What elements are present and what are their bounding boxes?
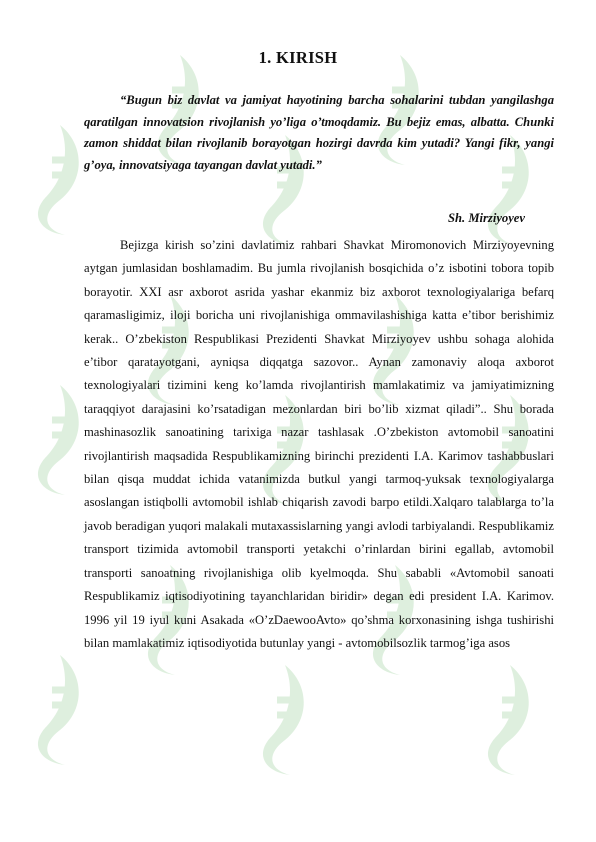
watermark-logo-icon — [480, 660, 540, 780]
watermark-logo-icon — [30, 380, 90, 500]
page-title: 1. KIRISH — [258, 48, 338, 67]
body-paragraph: Bejizga kirish so’zini davlatimiz rahbari Shavkat Miromonovich Mirziyoyevning aytgan jumlasidan boshlamadim. Bu jumla rivojlanish bosqichida o’z isbotini tobora topib borayotir. XXI asr axborot asrida yashar ekanmiz biz axborot texnologiyalariga befarq qaramasligimiz, iloji boricha uni rivojlanishiga ommavilashishiga katta e’tibor berishimiz kerak.. O’zbekiston Respublikasi Prezidenti Shavkat Mirziyoyev ushbu sohaga alohida e’tibor qaratayotgani, ayniqsa diqqatga sazovor.. Aynan zamonaviy aloqa axborot texnologiyalari tizimini keng ko’lamda rivojlantirish mamlakatimiz va jamiyatimizning taraqqiyot darajasini ko’rsatadigan mezonlardan biri bo’lib xizmat qiladi”.. Shu borada mashinasozlik sanoatining tarixiga nazar tashlasak .O’zbekiston avtomobil sanoatini rivojlantirish maqsadida Respublikamizning birinchi prezidenti I.A. Karimov tashabbuslari bilan qisqa muddat ichida vatanimizda butkul yangi tarmoq-yuksak texnologiyalarga asoslangan istiqbolli avtomobil ishlab chiqarish zavodi barpo etildi.Xalqaro talablarga to’la javob beradigan yuqori malakali mutaxassislarning yangi avlodi tarbiyalandi. Respublikamiz transport tizimida avtomobil transporti yetakchi o’rinlardan birini egallab, avtomobil transporti sanoatning rivojlanishiga olib kyelmoqda. Shu sababli «Avtomobil sanoati Respublikamiz iqtisodiyotining tayanchlaridan biridir» degan edi president I.A. Karimov. 1996 yil 19 iyul kuni Asakada «O’zDaewooAvto» qo’shma korxonasining ishga tushirishi bilan mamlakatimiz iqtisodiyotida butunlay yangi - avtomobilsozlik tarmog’iga asos — [84, 238, 554, 650]
watermark-logo-icon — [255, 660, 315, 780]
epigraph-author: Sh. Mirziyoyev — [448, 211, 525, 225]
epigraph-quote: “Bugun biz davlat va jamiyat hayotining barcha sohalarini tubdan yangilashga qaratilgan innovatsion rivojlanish yo’liga o’tmoqdamiz. Bu bejiz emas, albatta. Chunki zamon shiddat bilan rivojlanib borayotgan hozirgi davrda kim yutadi? Yangi fikr, yangi g’oya, innovatsiyaga tayangan davlat yutadi.” — [84, 93, 554, 172]
watermark-logo-icon — [30, 650, 90, 770]
